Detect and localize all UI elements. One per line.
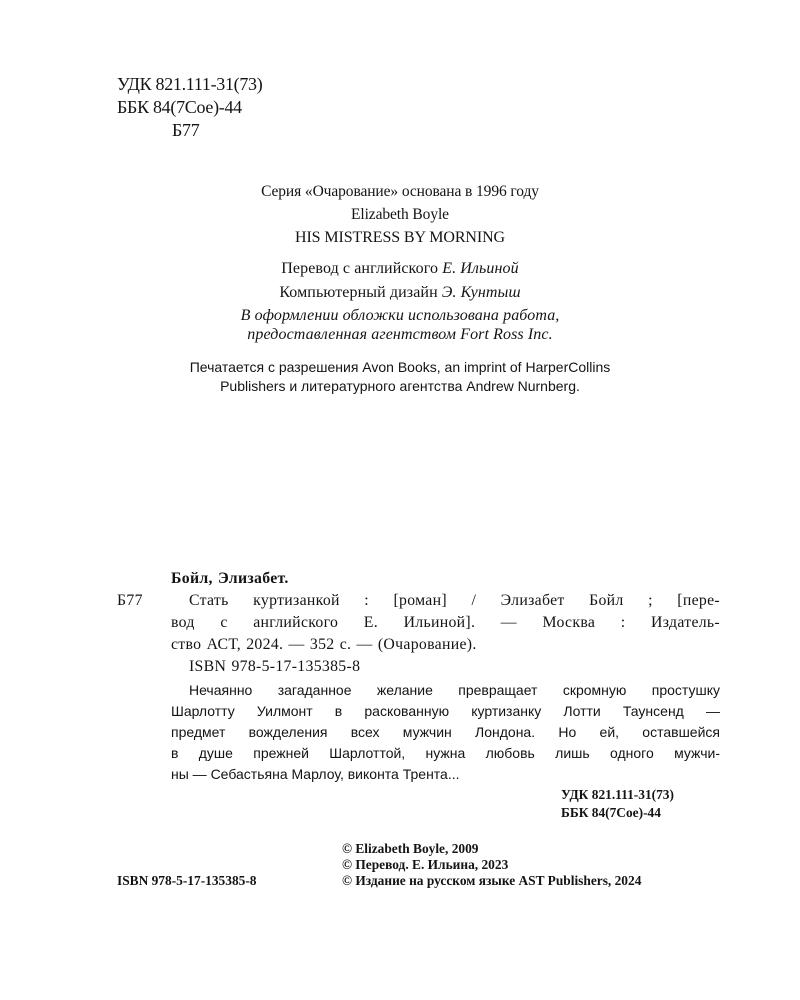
annotation-line: Нечаянно загаданное желание превращает скромную простушку xyxy=(189,682,720,698)
bib-record-line3: ство АСТ, 2024. — 352 с. — (Очарование). xyxy=(171,636,477,653)
bib-udk: УДК 821.111-31(73) xyxy=(561,787,674,802)
permission-line1: Печатается с разрешения Avon Books, an imprint of HarperCollins xyxy=(189,359,611,375)
original-title: HIS MISTRESS BY MORNING xyxy=(294,229,506,246)
bib-bbk: ББК 84(7Сое)-44 xyxy=(561,805,661,820)
bbk-code: ББК 84(7Сое)-44 xyxy=(117,97,242,117)
bib-record-line1: Стать куртизанкой : [роман] / Элизабет Бойл ; [пере- xyxy=(189,592,720,609)
original-author: Elizabeth Boyle xyxy=(351,206,449,223)
design-credit xyxy=(0,284,800,302)
bib-author-mark: Б77 xyxy=(117,592,143,609)
annotation-line: Шарлотту Уилмонт в раскованную куртизанку Лотти Таунсенд — xyxy=(171,703,720,719)
footer-isbn: ISBN 978-5-17-135385-8 xyxy=(117,873,257,888)
translator-name: Е. Ильиной xyxy=(442,260,519,277)
series-line: Серия «Очарование» основана в 1996 году xyxy=(261,183,539,200)
bib-author-heading: Бойл, Элизабет. xyxy=(171,570,289,587)
annotation-line: ны — Себастьяна Марлоу, виконта Трента... xyxy=(171,766,460,782)
udk-code: УДК 821.111-31(73) xyxy=(117,74,263,94)
annotation-line: предмет вожделения всех мужчин Лондона. Но ей, оставшейся xyxy=(171,724,720,740)
copyright-translation: © Перевод. Е. Ильина, 2023 xyxy=(342,857,509,872)
annotation-line: в душе прежней Шарлоттой, нужна любовь лишь одного мужчи- xyxy=(171,745,720,761)
author-mark: Б77 xyxy=(172,120,200,140)
copyright-edition: © Издание на русском языке AST Publishers, 2024 xyxy=(342,873,642,888)
translation-label: Перевод с английского xyxy=(281,260,439,277)
bib-record-line2: вод с английского Е. Ильиной]. — Москва : Издатель- xyxy=(171,614,720,631)
bib-isbn: ISBN 978-5-17-135385-8 xyxy=(189,658,361,675)
permission-line2: Publishers и литературного агентства Andrew Nurnberg. xyxy=(220,378,580,394)
cover-credit-line1: В оформлении обложки использована работа, xyxy=(240,307,560,324)
design-label: Компьютерный дизайн xyxy=(279,284,438,301)
cover-credit-line2: предоставленная агентством Fort Ross Inc. xyxy=(247,326,553,343)
designer-name: Э. Кунтыш xyxy=(441,284,521,301)
copyright-author: © Elizabeth Boyle, 2009 xyxy=(342,841,479,856)
translation-credit xyxy=(0,260,800,278)
